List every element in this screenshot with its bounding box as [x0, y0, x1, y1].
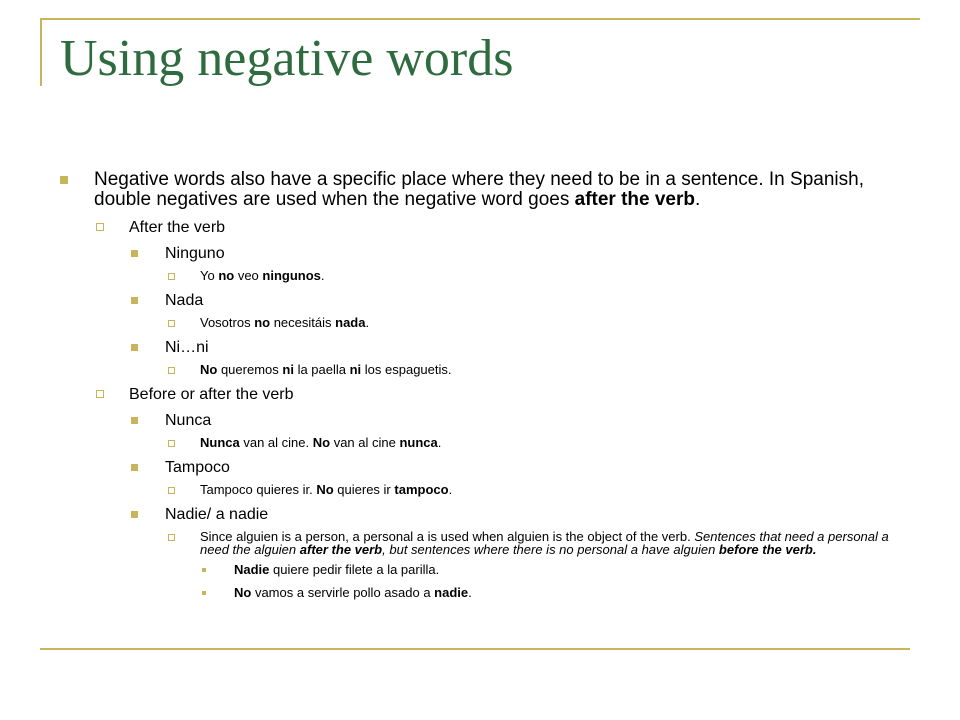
bold-part: ningunos [262, 268, 321, 283]
bold-part: No [316, 482, 334, 497]
square-bullet-icon [131, 297, 138, 304]
example-tampoco [60, 483, 920, 497]
bold-part: ni [349, 362, 362, 377]
text-part: quiere pedir filete a la parilla. [269, 562, 440, 577]
bold-italic-part: after the verb [299, 542, 383, 557]
item-nunca [60, 411, 920, 431]
text-part: Since alguien is a person, a personal a is used when alguien is the object of the verb. [200, 529, 695, 544]
sentence-nadie-1-text [234, 563, 920, 577]
text-part: . [365, 315, 370, 330]
intro-text-part: Negative words also have a specific place where they need to be in a sentence. In Spanish, double negatives are used when the negative word goes [94, 169, 864, 210]
text-part: quieres ir [333, 482, 395, 497]
text-part: necesitáis [270, 315, 336, 330]
item-tampoco [60, 458, 920, 478]
explanation-nadie-text [200, 530, 920, 556]
example-tampoco-text [200, 483, 920, 497]
square-bullet-icon [131, 250, 138, 257]
hollow-square-bullet-icon [96, 223, 104, 231]
text-part: . [448, 482, 453, 497]
item-nadie-label: Nadie/ a nadie [165, 506, 269, 523]
example-nada [60, 316, 920, 330]
hollow-square-bullet-icon [168, 367, 175, 374]
hollow-square-bullet-icon [168, 487, 175, 494]
item-nadie [60, 505, 920, 525]
bullet-intro [60, 170, 920, 210]
hollow-square-bullet-icon [168, 534, 175, 541]
bold-part: Nunca [200, 435, 240, 450]
text-part: vamos a servirle pollo asado a [251, 585, 435, 600]
heading-after-verb [60, 218, 920, 238]
text-part: . [437, 435, 442, 450]
small-square-bullet-icon [202, 568, 206, 572]
slide-content [60, 170, 920, 600]
text-part: . [320, 268, 325, 283]
text-part: veo [234, 268, 263, 283]
text-part: la paella [293, 362, 350, 377]
text-part: van al cine [330, 435, 400, 450]
italic-part: Sentences that need a personal a need the alguien [200, 529, 889, 557]
bold-part: nunca [399, 435, 438, 450]
text-part: van al cine. [239, 435, 313, 450]
left-accent-rule [40, 18, 42, 86]
example-nunca [60, 436, 920, 450]
text-part: queremos [217, 362, 283, 377]
bold-part: nada [335, 315, 366, 330]
square-bullet-icon [131, 464, 138, 471]
intro-text [94, 170, 920, 210]
item-nada [60, 291, 920, 311]
text-part: . [468, 585, 472, 600]
example-ninguno [60, 269, 920, 283]
hollow-square-bullet-icon [168, 440, 175, 447]
item-tampoco-label: Tampoco [165, 459, 230, 476]
bold-part: tampoco [394, 482, 449, 497]
text-part: los espaguetis. [361, 362, 452, 377]
bold-part: nadie [434, 585, 469, 600]
text-part: Tampoco quieres ir. [200, 482, 317, 497]
bold-part: No [312, 435, 331, 450]
intro-text-end: . [695, 189, 701, 210]
bold-part: Nadie [234, 562, 270, 577]
intro-bold-part: after the verb [574, 189, 695, 210]
bold-part: ni [282, 362, 294, 377]
example-ninguno-text [200, 269, 920, 283]
explanation-nadie [60, 530, 920, 556]
bold-italic-part: before the verb. [718, 542, 817, 557]
square-bullet-icon [131, 344, 138, 351]
item-nada-label: Nada [165, 292, 204, 309]
example-nini-text [200, 363, 920, 377]
hollow-square-bullet-icon [168, 320, 175, 327]
heading-before-after-verb [60, 385, 920, 405]
example-nini [60, 363, 920, 377]
small-square-bullet-icon [202, 591, 206, 595]
bottom-rule [40, 648, 910, 650]
hollow-square-bullet-icon [96, 390, 104, 398]
bold-part: No [200, 362, 218, 377]
text-part: Vosotros [200, 315, 255, 330]
item-nini [60, 338, 920, 358]
top-rule [40, 18, 920, 20]
item-nini-label: Ni…ni [165, 339, 209, 356]
bold-part: No [234, 585, 252, 600]
item-ninguno-label: Ninguno [165, 245, 225, 262]
example-nunca-text [200, 436, 920, 450]
hollow-square-bullet-icon [168, 273, 175, 280]
item-nunca-label: Nunca [165, 412, 212, 429]
slide-title: Using negative words [60, 30, 514, 87]
square-bullet-icon [131, 417, 138, 424]
sentence-nadie-2-text [234, 586, 920, 600]
heading-after-verb-text: After the verb [129, 219, 226, 236]
text-part: Yo [200, 268, 219, 283]
item-ninguno [60, 244, 920, 264]
sentence-nadie-1 [60, 563, 920, 577]
sentence-nadie-2 [60, 586, 920, 600]
example-nada-text [200, 316, 920, 330]
square-bullet-icon [131, 511, 138, 518]
bold-part: no [218, 268, 235, 283]
square-bullet-icon [60, 176, 68, 184]
bold-part: no [254, 315, 271, 330]
italic-part: , but sentences where there is no personal a have alguien [382, 542, 719, 557]
heading-before-after-verb-text: Before or after the verb [129, 386, 294, 403]
